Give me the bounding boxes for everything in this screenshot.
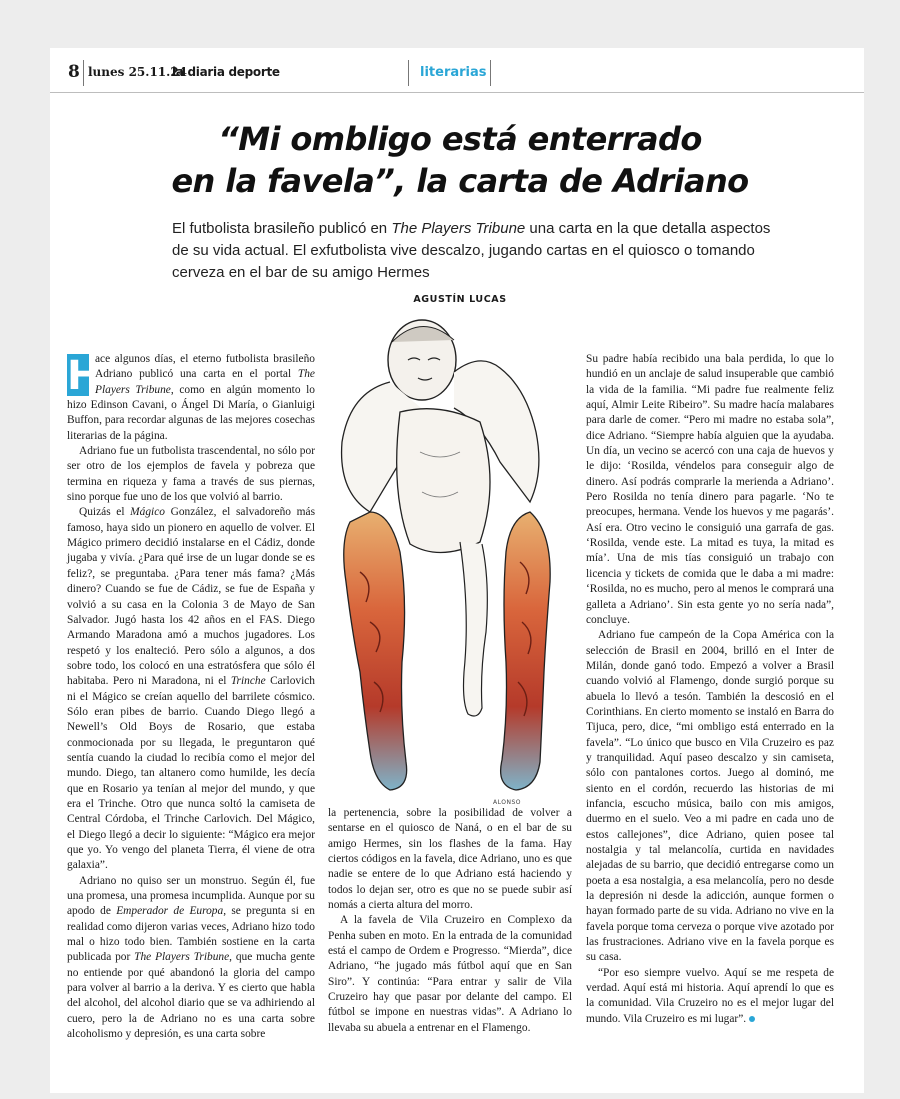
paragraph — [67, 874, 315, 1043]
paragraph: Adriano fue un futbolista trascendental, no sólo por ser otro de los ejemplos de favela y pobreza que termina en riqueza y fama a través de sus piernas, sino porque fue uno de los que volvió al barrio. — [67, 445, 315, 504]
text: Carlovich ni el Mágico se creían aquello del barrilete cósmico. Sólo eran pibes de barrio. Cuando Diego llegó a Newell’s Old Boys de Rosario, que estaba conmocionada por su llegada, le preguntaron qué sentía cuando la ciudad lo recibía como el mejor del mundo. Diego, tan altanero como humilde, les decía que en Rosario ya tenían al mejor del mundo, y que era el Trinche. Otro que nunca soltó la camiseta de Central Córdoba, el Trinche Carlovich. Del Mágico, el Diego llegó a decir lo siguiente: “Mágico era mejor que yo. Yo vengo del planeta Tierra, él viene de otra galaxia”. — [67, 675, 316, 872]
text-italic: The Players Tribune — [134, 951, 230, 964]
paragraph: Adriano fue campeón de la Copa América con la selección de Brasil en 2004, brilló en el Inter de Milán, donde ganó todo. Empezó a volver a Brasil cuando volvió al Flamengo, donde surgió porque su abuela lo llevó a tesón. También la descosió en el Corinthians. En cierto momento se instaló en Barra do Tijuca, pero, dice, “mi ombligo está enterrado en la favela”. “Lo único que busco en Vila Cruzeiro es paz y tranquilidad. Aquí paseo descalzo y sin camiseta, sólo con pantalones cortos. Juego al dominó, me siento en el cordón, recuerdo las historias de mi infancia, escucho música, bailo con mis amigos, duermo en el suelo. Veo a mi padre en cada uno de estos callejones”, dice Adriano, quien posee tal nostalgia y tal melancolía, curtida en navidades alejadas de su barrio, que decidió entregarse como un poeta a esa nostalgia, a esa melancolía, pero no desde la depresión ni desde la adicción, aunque formen o hayan formado parte de su vida. Adriano no vive en la favela porque toma cerveza o porque vive azotado por las frustraciones. Adriano vive en la favela porque es su casa. — [586, 629, 834, 964]
text-italic: Mágico — [130, 506, 165, 519]
paragraph: A la favela de Vila Cruzeiro en Complexo da Penha suben en moto. En la entrada de la comunidad está el campo de Ordem e Progresso. “Mierda”, dice Adriano, “he jugado más fútbol aquí que en San Siro”. Y continúa: “Para entrar y salir de Vila Cruzeiro hay que pasar por delante del campo. El fútbol se impone en nuestras vidas”. A Adriano lo llevaba su abuela a entrenar en el Flamengo. — [328, 914, 572, 1034]
text-italic: Trinche — [230, 675, 266, 688]
tattooed-leg — [501, 512, 551, 790]
paragraph — [586, 966, 834, 1027]
text: Adriano no quiso ser un monstruo. Según él, fue una promesa, una promesa incumplida. Aunque por su apodo de — [67, 874, 315, 918]
text: ace algunos días, el eterno futbolista brasileño Adriano publicó una carta en el portal — [95, 353, 315, 381]
section-label: literarias — [420, 65, 487, 80]
hand-shape — [460, 542, 487, 716]
newspaper-page — [50, 48, 864, 1093]
subtitle-text: una carta en la que detalla aspectos de su vida actual. El exfutbolista vive descalzo, jugando cartas en el quiosco o tomando cerveza en el bar de su amigo Hermes — [172, 220, 771, 281]
tattooed-leg — [344, 512, 407, 790]
article-subtitle — [172, 218, 772, 284]
paragraph — [67, 352, 315, 444]
paragraph — [67, 505, 315, 873]
header-divider — [408, 60, 409, 86]
text-italic: Emperador de Europa — [116, 905, 224, 918]
page-number: 8 — [68, 62, 80, 82]
paragraph: la pertenencia, sobre la posibilidad de volver a sentarse en el quiosco de Naná, o en el bar de su amigo Hermes, sin los flashes de la fama. Hay ciertos códigos en la favela, dice Adriano, uno es que nadie se entere de lo que Adriano está haciendo y todos lo dejan ser, otro es que no se puede subir así nomás a cierta altura del morro. — [328, 807, 572, 912]
text: , se pregunta si en realidad como dijeron varias veces, Adriano hizo todo mal o hizo todo bien. También sostiene en la carta publicada por — [67, 905, 315, 964]
illustration-credit: ALONSO — [493, 799, 521, 806]
header-rule — [50, 92, 864, 93]
text: , como en algún momento lo hizo Edinson Cavani, o Ángel Di María, o Gianluigi Buffon, para recordar algunas de las mejores cosechas literarias de la página. — [67, 383, 315, 442]
title-line: “Mi ombligo está enterrado — [218, 120, 702, 158]
article-column-3 — [586, 352, 834, 1027]
article-column-2 — [328, 806, 572, 1036]
header-divider — [490, 60, 491, 86]
issue-date: lunes 25.11.24 — [88, 65, 188, 79]
text: González, el salvadoreño más famoso, haya sido un pionero en aquello de volver. El Mágico primero decidió instalarse en el Cádiz, donde jugaba y vivía. ¿Para qué irse de un lugar donde se es feliz?, se preguntaba. ¿Para tener más fama? ¿Más dinero? Cuando se fue de Cádiz, se fue de España y volvió a su casa en la Colonia 3 de Mayo de San Salvador. Jugó hasta los 42 años en el FAS. Diego Armando Maradona amó a muchos jugadores. Los respetó y los enalteció. Pero sólo a algunos, a dos sobre todo, los colocó en una estratósfera que sólo él habitaba. Pero ni Maradona, ni el — [67, 506, 315, 688]
article-title — [150, 118, 770, 202]
title-line: en la favela”, la carta de Adriano — [171, 162, 749, 200]
subtitle-text: El futbolista brasileño publicó en — [172, 220, 392, 237]
text-italic: The Players Tribune — [95, 368, 315, 396]
text: , que mucha gente no entiende por qué abandonó la gloria del campo para volver al barrio a la deriva. Y es cierto que habla del alcohol, del alcohol diario que se va adhiriendo al cuero, pero la de Adriano no es una carta sobre alcoholismo y depresión, es una carta sobre — [67, 951, 315, 1041]
header-divider — [83, 60, 84, 86]
paragraph: Su padre había recibido una bala perdida, lo que lo hundió en un anclaje de salud insuperable que cambió la vida de la familia. “Mi padre fue realmente feliz aquí, Almir Leite Ribeiro”. Su madre hacía malabares para darle de comer. “Pero mi madre no estaba sola”, dice Adriano. “Siempre había alguien que la ayudaba. Un día, un vecino se acercó con una caja de huevos y le dijo: ‘Rosilda, véndelos para conseguir algo de dinero. Así podrás comprarle la merienda a Adriano’. Pero Rosilda no tenía dinero para pagarle. ‘No te preocupes, hermana. Vende los huevos y me pagarás’. Así era. Otro vecino le consiguió una garrafa de gas. ‘Rosilda, vende este. La mitad es tuya, la mitad es mía’. Una de mis tías consiguió un trabajo con licencia y tickets de comida que le daba a mi madre: ‘Rosilda, no es mucho, pero al menos le comprará una galleta a Adriano’. Sin esta gente yo no sería nada”, concluye. — [586, 353, 834, 626]
text: “Por eso siempre vuelvo. Aquí se me respeta de verdad. Aquí está mi historia. Aquí aprendí lo que es la comunidad. Vila Cruzeiro no es el mejor lugar del mundo. Vila Cruzeiro es mi lugar”. — [586, 966, 834, 1025]
text: Quizás el — [79, 506, 131, 519]
page-header — [50, 60, 864, 86]
subtitle-italic: The Players Tribune — [391, 220, 526, 237]
publication-brand: la diaria deporte — [172, 65, 280, 79]
end-mark-icon — [749, 1016, 755, 1022]
drop-cap: H — [67, 353, 101, 399]
footballer-illustration — [330, 312, 570, 802]
article-column-1 — [67, 352, 315, 1042]
byline: AGUSTÍN LUCAS — [413, 294, 507, 305]
